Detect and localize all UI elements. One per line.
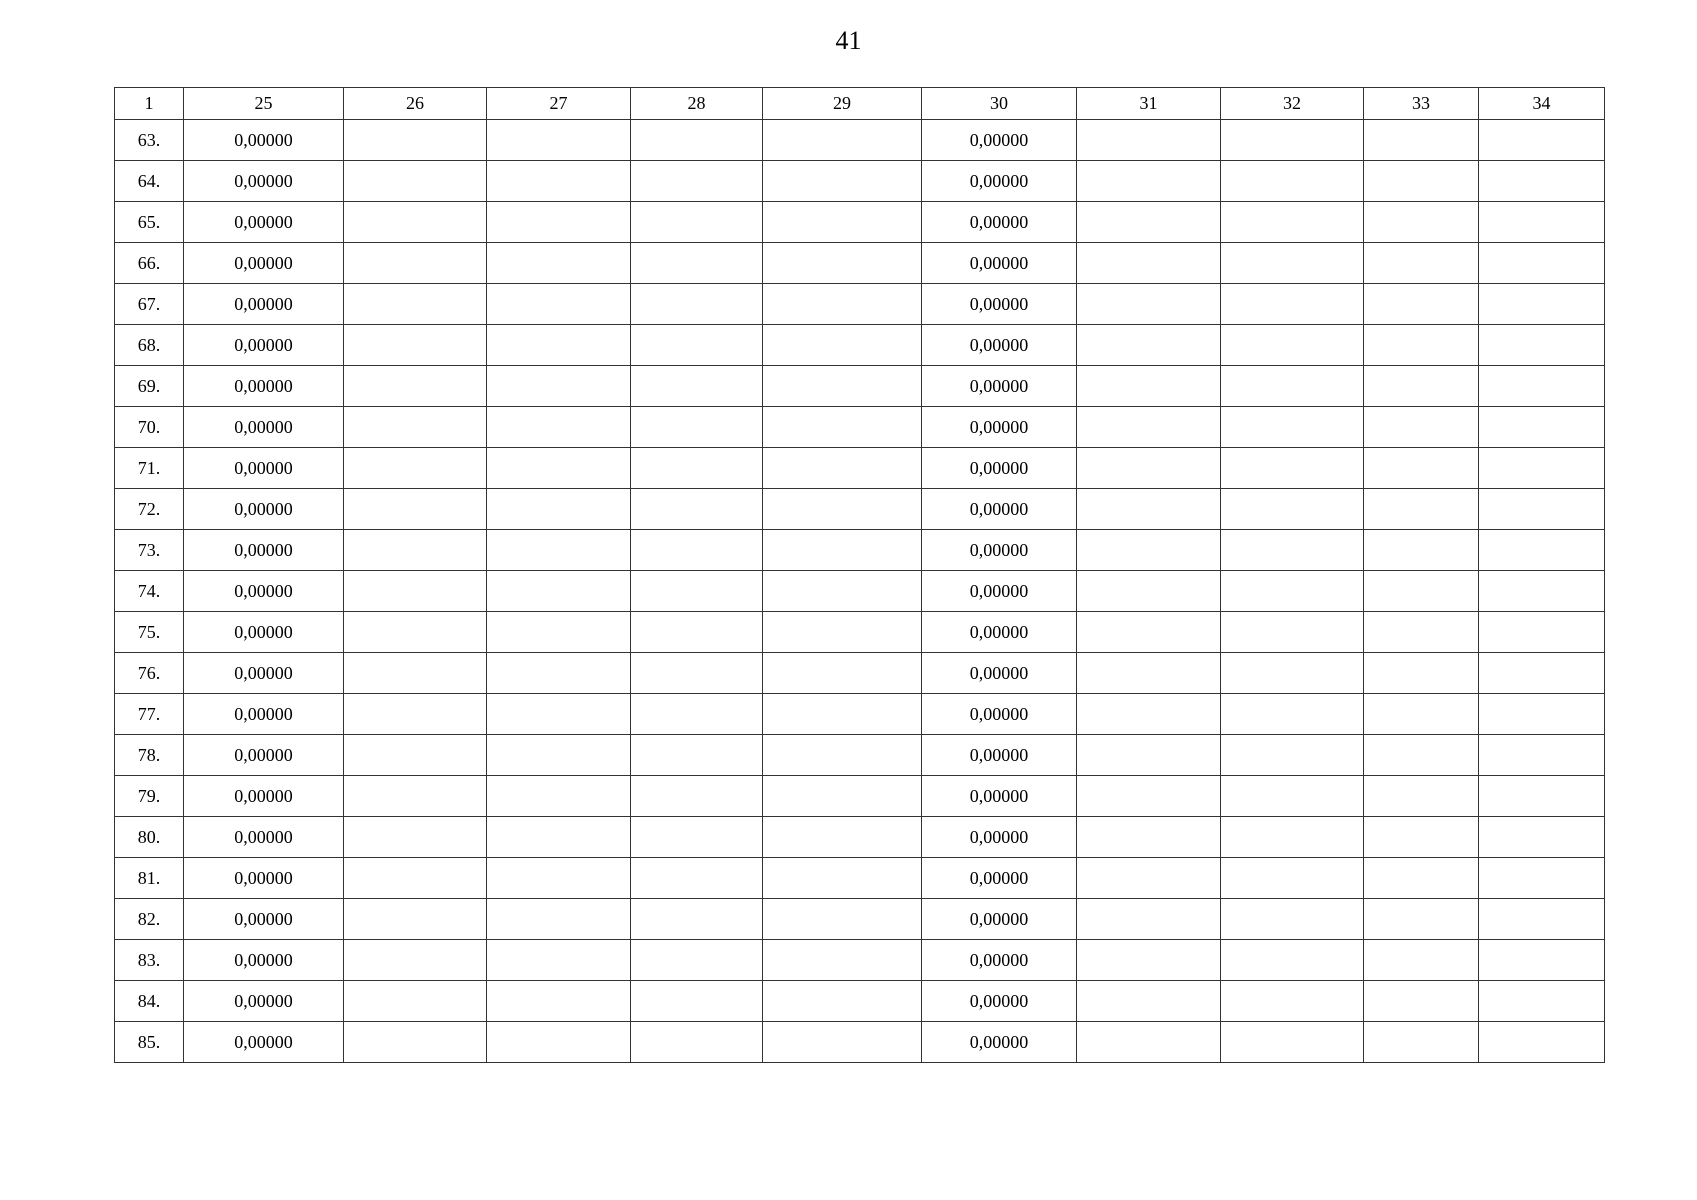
- table-cell: 0,00000: [922, 899, 1077, 940]
- table-cell: 0,00000: [184, 161, 344, 202]
- column-header: 29: [763, 88, 922, 120]
- table-cell: [1364, 899, 1479, 940]
- table-cell: [1077, 858, 1221, 899]
- table-cell: [487, 694, 631, 735]
- table-cell: 0,00000: [922, 653, 1077, 694]
- table-cell: 0,00000: [184, 940, 344, 981]
- table-cell: [344, 120, 487, 161]
- table-cell: 82.: [115, 899, 184, 940]
- table-row: [115, 1022, 1605, 1063]
- column-header: 27: [487, 88, 631, 120]
- table-cell: 83.: [115, 940, 184, 981]
- table-cell: [487, 448, 631, 489]
- table-cell: [344, 612, 487, 653]
- table-cell: [1221, 407, 1364, 448]
- table-cell: [631, 817, 763, 858]
- table-cell: [763, 612, 922, 653]
- table-row: [115, 694, 1605, 735]
- table-body: [115, 120, 1605, 1063]
- data-table: [114, 87, 1605, 1063]
- table-cell: 64.: [115, 161, 184, 202]
- table-cell: 79.: [115, 776, 184, 817]
- table-cell: [1364, 530, 1479, 571]
- table-cell: 0,00000: [922, 325, 1077, 366]
- table-cell: [763, 120, 922, 161]
- table-cell: 78.: [115, 735, 184, 776]
- table-cell: [1077, 694, 1221, 735]
- table-cell: [631, 981, 763, 1022]
- table-cell: 81.: [115, 858, 184, 899]
- table-cell: [344, 530, 487, 571]
- table-row: [115, 981, 1605, 1022]
- table-cell: [344, 1022, 487, 1063]
- table-cell: [631, 940, 763, 981]
- table-cell: 70.: [115, 407, 184, 448]
- table-cell: [1077, 202, 1221, 243]
- table-cell: [1364, 1022, 1479, 1063]
- table-cell: [1479, 817, 1605, 858]
- table-cell: [487, 284, 631, 325]
- table-cell: [1221, 120, 1364, 161]
- table-cell: 0,00000: [184, 817, 344, 858]
- table-cell: 0,00000: [184, 489, 344, 530]
- table-cell: [1479, 981, 1605, 1022]
- table-cell: [1221, 366, 1364, 407]
- table-cell: [344, 448, 487, 489]
- table-cell: [763, 1022, 922, 1063]
- column-header: 33: [1364, 88, 1479, 120]
- table-cell: [487, 325, 631, 366]
- table-cell: 0,00000: [184, 202, 344, 243]
- table-cell: 0,00000: [922, 612, 1077, 653]
- table-cell: [487, 243, 631, 284]
- table-cell: [1479, 243, 1605, 284]
- table-cell: 0,00000: [184, 530, 344, 571]
- table-cell: [1479, 694, 1605, 735]
- table-cell: [1479, 325, 1605, 366]
- table-cell: [1221, 858, 1364, 899]
- table-cell: [763, 448, 922, 489]
- table-cell: [631, 448, 763, 489]
- table-cell: 76.: [115, 653, 184, 694]
- table-cell: 0,00000: [922, 202, 1077, 243]
- table-cell: [1221, 612, 1364, 653]
- table-row: [115, 243, 1605, 284]
- table-cell: [1479, 899, 1605, 940]
- table-cell: 77.: [115, 694, 184, 735]
- table-cell: [1077, 120, 1221, 161]
- table-cell: 0,00000: [184, 612, 344, 653]
- table-cell: [487, 612, 631, 653]
- table-row: [115, 202, 1605, 243]
- table-cell: [1221, 202, 1364, 243]
- table-cell: [1479, 366, 1605, 407]
- table-cell: [344, 899, 487, 940]
- table-cell: 0,00000: [184, 366, 344, 407]
- table-cell: [631, 202, 763, 243]
- table-cell: 0,00000: [922, 489, 1077, 530]
- table-row: [115, 653, 1605, 694]
- table-cell: [344, 202, 487, 243]
- table-cell: [1479, 407, 1605, 448]
- table-cell: 0,00000: [184, 571, 344, 612]
- table-cell: [763, 284, 922, 325]
- table-cell: [1221, 284, 1364, 325]
- table-cell: [631, 325, 763, 366]
- table-cell: [631, 694, 763, 735]
- table-cell: [1364, 612, 1479, 653]
- table-cell: [1479, 940, 1605, 981]
- table-cell: 0,00000: [184, 981, 344, 1022]
- table-cell: 0,00000: [922, 940, 1077, 981]
- table-cell: [1479, 489, 1605, 530]
- table-cell: [1364, 120, 1479, 161]
- table-cell: 0,00000: [922, 981, 1077, 1022]
- table-cell: [631, 858, 763, 899]
- table-cell: [1221, 817, 1364, 858]
- table-cell: 63.: [115, 120, 184, 161]
- table-cell: 0,00000: [922, 571, 1077, 612]
- table-row: [115, 899, 1605, 940]
- table-header: [115, 88, 1605, 120]
- table-cell: [344, 653, 487, 694]
- table-cell: [1364, 325, 1479, 366]
- table-cell: 0,00000: [922, 284, 1077, 325]
- table-cell: [631, 776, 763, 817]
- table-cell: [631, 530, 763, 571]
- table-cell: 0,00000: [184, 776, 344, 817]
- table-cell: [1077, 940, 1221, 981]
- table-cell: [631, 653, 763, 694]
- table-cell: 0,00000: [922, 735, 1077, 776]
- table-cell: 0,00000: [184, 858, 344, 899]
- table-cell: [1221, 530, 1364, 571]
- table-cell: [1364, 776, 1479, 817]
- table-cell: 65.: [115, 202, 184, 243]
- table-cell: [1364, 161, 1479, 202]
- table-cell: [487, 653, 631, 694]
- table-cell: 66.: [115, 243, 184, 284]
- table-cell: 0,00000: [184, 899, 344, 940]
- table-cell: [631, 243, 763, 284]
- table-row: [115, 161, 1605, 202]
- table-cell: [1077, 161, 1221, 202]
- table-cell: [763, 489, 922, 530]
- table-cell: 0,00000: [184, 653, 344, 694]
- table-cell: [1221, 981, 1364, 1022]
- table-cell: [487, 530, 631, 571]
- column-header: 31: [1077, 88, 1221, 120]
- table-cell: [1221, 940, 1364, 981]
- table-cell: [1364, 243, 1479, 284]
- table-cell: 0,00000: [184, 325, 344, 366]
- table-cell: [763, 161, 922, 202]
- table-cell: [1364, 571, 1479, 612]
- column-header: 34: [1479, 88, 1605, 120]
- table-cell: [763, 817, 922, 858]
- table-cell: [1077, 612, 1221, 653]
- table-cell: [631, 899, 763, 940]
- table-row: [115, 448, 1605, 489]
- table-cell: [1364, 407, 1479, 448]
- table-cell: 80.: [115, 817, 184, 858]
- table-cell: [1364, 694, 1479, 735]
- table-cell: [344, 325, 487, 366]
- table-cell: [344, 817, 487, 858]
- table-cell: [631, 735, 763, 776]
- table-cell: [487, 366, 631, 407]
- table-cell: [487, 817, 631, 858]
- table-cell: [1364, 940, 1479, 981]
- table-cell: [1077, 571, 1221, 612]
- table-row: [115, 817, 1605, 858]
- table-cell: [763, 653, 922, 694]
- table-cell: 68.: [115, 325, 184, 366]
- table-cell: [344, 735, 487, 776]
- table-cell: [344, 571, 487, 612]
- table-cell: [1221, 735, 1364, 776]
- table-cell: 75.: [115, 612, 184, 653]
- table-cell: [1077, 325, 1221, 366]
- column-header: 32: [1221, 88, 1364, 120]
- table-cell: 69.: [115, 366, 184, 407]
- table-cell: [763, 530, 922, 571]
- table-cell: [631, 407, 763, 448]
- table-cell: [344, 489, 487, 530]
- table-cell: 0,00000: [922, 530, 1077, 571]
- table-cell: [631, 1022, 763, 1063]
- table-cell: [763, 694, 922, 735]
- table-cell: 0,00000: [922, 858, 1077, 899]
- table-cell: [487, 571, 631, 612]
- table-cell: 0,00000: [184, 120, 344, 161]
- table-cell: [1479, 202, 1605, 243]
- table-cell: [1077, 817, 1221, 858]
- table-cell: [763, 858, 922, 899]
- table-row: [115, 735, 1605, 776]
- table-cell: [763, 899, 922, 940]
- table-cell: [763, 366, 922, 407]
- table-row: [115, 612, 1605, 653]
- table-cell: [1479, 612, 1605, 653]
- table-cell: [344, 284, 487, 325]
- table-cell: [631, 284, 763, 325]
- table-cell: 0,00000: [184, 448, 344, 489]
- table-cell: [1479, 284, 1605, 325]
- table-cell: 74.: [115, 571, 184, 612]
- table-cell: [344, 694, 487, 735]
- table-row: [115, 489, 1605, 530]
- column-header: 26: [344, 88, 487, 120]
- table-cell: [1479, 1022, 1605, 1063]
- table-cell: 0,00000: [184, 735, 344, 776]
- table-cell: 0,00000: [922, 120, 1077, 161]
- table-cell: [1221, 489, 1364, 530]
- table-cell: [487, 981, 631, 1022]
- table-cell: [763, 571, 922, 612]
- table-cell: [631, 120, 763, 161]
- table-cell: [487, 858, 631, 899]
- table-cell: [1479, 448, 1605, 489]
- table-cell: 0,00000: [922, 448, 1077, 489]
- table-row: [115, 284, 1605, 325]
- table-cell: [763, 776, 922, 817]
- table-cell: [487, 407, 631, 448]
- table-cell: [1364, 653, 1479, 694]
- column-header: 28: [631, 88, 763, 120]
- table-cell: [344, 858, 487, 899]
- table-cell: 0,00000: [922, 407, 1077, 448]
- table-cell: 84.: [115, 981, 184, 1022]
- table-cell: [487, 735, 631, 776]
- table-cell: [1364, 366, 1479, 407]
- table-cell: [1221, 571, 1364, 612]
- table-cell: [487, 161, 631, 202]
- table-cell: [344, 161, 487, 202]
- table-cell: [763, 940, 922, 981]
- table-cell: [1077, 899, 1221, 940]
- table-cell: [487, 899, 631, 940]
- table-cell: [487, 489, 631, 530]
- table-cell: 0,00000: [922, 161, 1077, 202]
- table-cell: 0,00000: [922, 366, 1077, 407]
- table-cell: [631, 161, 763, 202]
- table-cell: [344, 940, 487, 981]
- table-cell: [487, 776, 631, 817]
- table-cell: [1364, 284, 1479, 325]
- table-cell: 72.: [115, 489, 184, 530]
- table-cell: [1479, 120, 1605, 161]
- table-row: [115, 120, 1605, 161]
- page-number: 41: [835, 26, 862, 55]
- table-cell: [1221, 325, 1364, 366]
- table-cell: 0,00000: [922, 694, 1077, 735]
- table-cell: [1364, 735, 1479, 776]
- table-cell: [487, 202, 631, 243]
- table-cell: [1077, 1022, 1221, 1063]
- table-cell: [763, 243, 922, 284]
- table-cell: 67.: [115, 284, 184, 325]
- table-row: [115, 776, 1605, 817]
- table-cell: [1221, 243, 1364, 284]
- table-cell: [344, 366, 487, 407]
- table-cell: [1221, 161, 1364, 202]
- column-header: 30: [922, 88, 1077, 120]
- table-cell: [1077, 653, 1221, 694]
- table-cell: [344, 243, 487, 284]
- table-cell: [1479, 161, 1605, 202]
- table-cell: 71.: [115, 448, 184, 489]
- table-cell: [631, 489, 763, 530]
- table-row: [115, 858, 1605, 899]
- table-cell: [1221, 1022, 1364, 1063]
- table-cell: [1221, 776, 1364, 817]
- table-cell: 0,00000: [184, 1022, 344, 1063]
- header-row: [115, 88, 1605, 120]
- table-cell: [487, 1022, 631, 1063]
- table-cell: [1479, 776, 1605, 817]
- table-cell: [1479, 571, 1605, 612]
- table-row: [115, 325, 1605, 366]
- table-cell: [1077, 448, 1221, 489]
- table-cell: [344, 407, 487, 448]
- table-cell: [1479, 530, 1605, 571]
- table-cell: [1077, 243, 1221, 284]
- column-header: 25: [184, 88, 344, 120]
- table-row: [115, 940, 1605, 981]
- table-cell: [487, 940, 631, 981]
- table-row: [115, 571, 1605, 612]
- table-cell: [1077, 981, 1221, 1022]
- column-header: 1: [115, 88, 184, 120]
- table-cell: 0,00000: [922, 776, 1077, 817]
- table-cell: [1364, 448, 1479, 489]
- table-cell: [1077, 407, 1221, 448]
- table-cell: 73.: [115, 530, 184, 571]
- table-cell: [763, 407, 922, 448]
- table-cell: [1077, 489, 1221, 530]
- table-cell: [1221, 653, 1364, 694]
- table-cell: [1221, 448, 1364, 489]
- table-cell: [1221, 899, 1364, 940]
- table-cell: [344, 776, 487, 817]
- table-cell: [1077, 530, 1221, 571]
- table-cell: [1364, 981, 1479, 1022]
- table-cell: [1479, 653, 1605, 694]
- table-cell: [763, 202, 922, 243]
- table-cell: [631, 366, 763, 407]
- table-cell: [344, 981, 487, 1022]
- table-row: [115, 530, 1605, 571]
- table-cell: 0,00000: [184, 243, 344, 284]
- table-cell: [631, 571, 763, 612]
- table-cell: 85.: [115, 1022, 184, 1063]
- table-row: [115, 407, 1605, 448]
- table-row: [115, 366, 1605, 407]
- table-cell: 0,00000: [184, 694, 344, 735]
- table-cell: [487, 120, 631, 161]
- table-cell: [1077, 366, 1221, 407]
- table-cell: [1364, 858, 1479, 899]
- table-cell: [763, 325, 922, 366]
- table-cell: 0,00000: [922, 817, 1077, 858]
- table-cell: 0,00000: [184, 284, 344, 325]
- table-cell: 0,00000: [184, 407, 344, 448]
- table-cell: 0,00000: [922, 1022, 1077, 1063]
- table-cell: [763, 981, 922, 1022]
- table-cell: [1077, 284, 1221, 325]
- table-cell: 0,00000: [922, 243, 1077, 284]
- table-cell: [631, 612, 763, 653]
- table-cell: [1364, 202, 1479, 243]
- table-cell: [1221, 694, 1364, 735]
- table-cell: [1077, 776, 1221, 817]
- table-cell: [1364, 817, 1479, 858]
- table-cell: [1077, 735, 1221, 776]
- table-cell: [1364, 489, 1479, 530]
- table-cell: [1479, 858, 1605, 899]
- table-cell: [763, 735, 922, 776]
- table-cell: [1479, 735, 1605, 776]
